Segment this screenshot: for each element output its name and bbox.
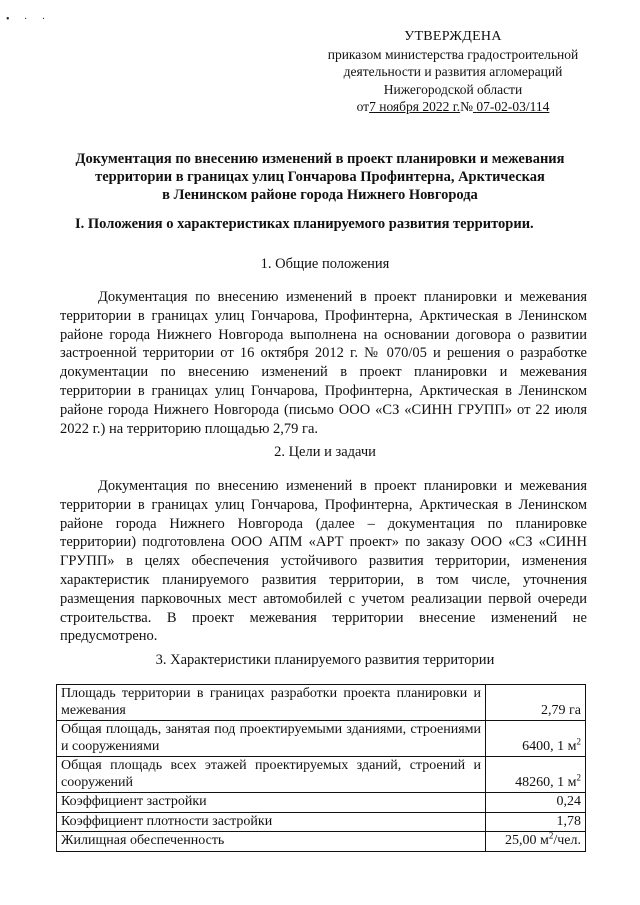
order-prefix: от [356, 99, 370, 114]
order-reference [318, 98, 588, 116]
approval-heading: УТВЕРЖДЕНА [404, 29, 502, 44]
table-cell-value: 1,78 [486, 812, 586, 832]
table-cell-label: Общая площадь, занятая под проектируемыми зданиями, строениями и сооружениями [57, 721, 486, 757]
order-no-label: № [460, 99, 474, 114]
subsection-heading-general: 1. Общие положения [260, 256, 390, 272]
approval-line: Нижегородской области [383, 81, 523, 97]
table-row [57, 832, 586, 852]
table-cell-label: Коэффициент плотности застройки [57, 812, 486, 832]
subsection-heading-goals: 2. Цели и задачи [274, 444, 376, 460]
title-line: Документация по внесению изменений в проект планировки и межевания [75, 151, 565, 167]
scan-artifact: • · · [6, 14, 52, 25]
approval-line: деятельности и развития агломераций [343, 64, 563, 79]
table-row [57, 685, 586, 721]
approval-line: приказом министерства градостроительной [327, 46, 579, 62]
table-row [57, 721, 586, 757]
title-line: в Ленинском районе города Нижнего Новгорода [162, 187, 478, 203]
table-cell-label: Площадь территории в границах разработки проекта планировки и межевания [57, 685, 486, 721]
table-row [57, 757, 586, 793]
section-heading: I. Положения о характеристиках планируемого развития территории. [75, 216, 534, 232]
table-row [57, 812, 586, 832]
document-title [55, 150, 585, 204]
subsection-heading-characteristics: 3. Характеристики планируемого развития территории [155, 652, 495, 668]
table-cell-value: 6400, 1 $м^2$ [486, 721, 586, 757]
order-date: 7 ноября 2022 г. [369, 99, 461, 114]
table-cell-value: 0,24 [486, 793, 586, 813]
table-cell-value: 48260, 1 $м^2$ [486, 757, 586, 793]
goals-paragraph: Документация по внесению изменений в проект планировки и межевания территории в границах улиц Гончарова, Профинтерна, Арктическая в Ленинском районе города Нижнего Новгорода (далее – документация по планировке территории) подготовлена ООО АПМ «АРТ проект» по заказу ООО «СЗ «СИНН ГРУПП» в целях обеспечения устойчивого развития территории, изменения характеристик планируемого развития территории, в том числе, уточнения размещения парковочных мест автомобилей с учетом реализации первой очереди строительства. В проект межевания территории внесение изменений не предусмотрено. [60, 478, 587, 645]
characteristics-table [56, 684, 586, 852]
table-cell-label: Жилищная обеспеченность [57, 832, 486, 852]
title-line: территории в границах улиц Гончарова Профинтерна, Арктическая [95, 169, 545, 185]
table-cell-label: Общая площадь всех этажей проектируемых зданий, строений и сооружений [57, 757, 486, 793]
general-provisions-paragraph: Документация по внесению изменений в проект планировки и межевания территории в границах улиц Гончарова, Профинтерна, Арктическая в Ленинском районе города Нижнего Новгорода выполнена на основании договора о развитии застроенной территории от 16 октября 2012 г. № 070/05 и решения о разработке документации по внесению изменений в проект планировки и межевания территории в границах улиц Гончарова, Профинтерна, Арктическая в Ленинском районе города Нижнего Новгорода (письмо ООО «СЗ «СИНН ГРУПП» от 22 июля 2022 г.) на территорию площадью 2,79 га. [60, 289, 587, 437]
table-row [57, 793, 586, 813]
table-cell-label: Коэффициент застройки [57, 793, 486, 813]
table-cell-value: 25,00 $м^2$/чел. [486, 832, 586, 852]
approval-stamp [318, 28, 588, 116]
order-number: 07-02-03/114 [476, 99, 550, 114]
table-cell-value: 2,79 га [486, 685, 586, 721]
